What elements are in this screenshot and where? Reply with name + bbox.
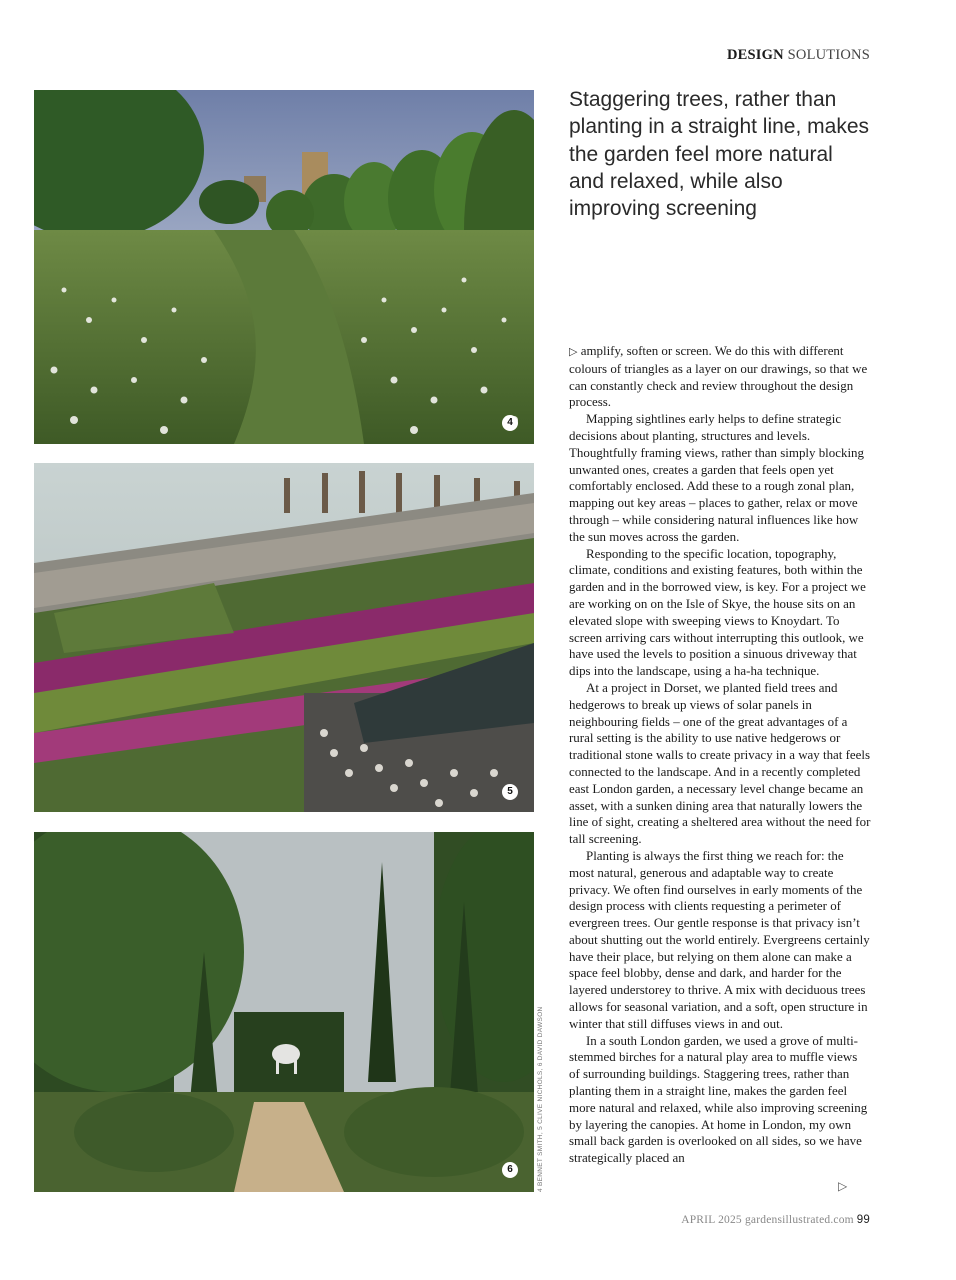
section-header: [727, 47, 870, 64]
page-footer: [681, 1214, 870, 1226]
article-body: [569, 343, 871, 1167]
photo-number-badge: 6: [502, 1162, 518, 1178]
body-paragraph: Mapping sightlines early helps to define strategic decisions about planting, structures and levels. Thoughtfully framing views, rather than simply blocking unwanted ones, creates a garden that feels open yet comfortably enclosed. Add these to a rough zonal plan, mapping out key areas – places to gather, relax or move through – while considering natural influences like how the sun moves across the garden.: [569, 411, 864, 544]
photo-coastal-garden: [34, 463, 534, 812]
body-paragraph: At a project in Dorset, we planted field trees and hedgerows to break up views of solar panels in neighbouring fields – one of the great advantages of a rural setting is the ability to use native hedgerows or traditional stone walls to create privacy in a way that feels connected to the landscape. And in a recently completed east London garden, a necessary level change became an asset, with a sunken dining area that naturally lowers the line of sight, creating a sheltered area without the need for tall screening.: [569, 679, 871, 847]
continuation-triangle-icon: ▷: [569, 345, 578, 358]
photo-number-badge: 4: [502, 415, 518, 431]
page-number: 99: [856, 1214, 870, 1226]
body-paragraph: ▷ amplify, soften or screen. We do this with different colours of triangles as a layer on our drawings, so that we can constantly check and review throughout the design process.: [569, 343, 868, 410]
end-triangle-icon: ▷: [838, 1179, 848, 1193]
photo-credit: 4 BENNET SMITH, 5 CLIVE NICHOLS, 6 DAVID DAWSON: [537, 1006, 544, 1192]
body-paragraph: Planting is always the first thing we reach for: the most natural, generous and adaptable way to create privacy. We often find ourselves in early moments of the design process with clients requesting a perimeter of evergreen trees. Our gentle response is that privacy isn’t about shutting out the world entirely. Evergreens certainly have their place, but relying on them alone can make a space feel blobby, dense and dark, and harder for the layered understorey to thrive. A mix with deciduous trees allows for seasonal variation, and a soft, open structure in winter that still diffuses views in and out.: [569, 847, 870, 1031]
photo-woodland-path: [34, 832, 534, 1192]
footer-issue: APRIL 2025: [681, 1214, 742, 1226]
pull-quote: Staggering trees, rather than planting in a straight line, makes the garden feel more natural and relaxed, while also improving screening: [569, 88, 869, 221]
section-header-regular: SOLUTIONS: [787, 47, 870, 63]
photo-meadow: [34, 90, 534, 444]
body-paragraph: In a south London garden, we used a grove of multi-stemmed birches for a natural play area to muffle views of surrounding buildings. Staggering trees, rather than planting them in a straight line, makes the garden feel more natural and relaxed, while also improving screening by layering the canopies. At home in London, my own small back garden is overlooked on all sides, so we have strategically placed an: [569, 1032, 868, 1166]
photo-number-badge: 5: [502, 784, 518, 800]
footer-site: gardensillustrated.com: [744, 1214, 854, 1226]
section-header-bold: DESIGN: [727, 47, 784, 63]
body-paragraph: Responding to the specific location, topography, climate, conditions and existing features, both within the garden and in the borrowed view, is key. For a project we are working on on the Isle of Skye, the house sits on an elevated slope with sweeping views to Knoydart. To screen arriving cars without interrupting this outlook, we have used the levels to position a sinuous driveway that dips into the landscape, using a ha-ha technique.: [569, 545, 866, 679]
